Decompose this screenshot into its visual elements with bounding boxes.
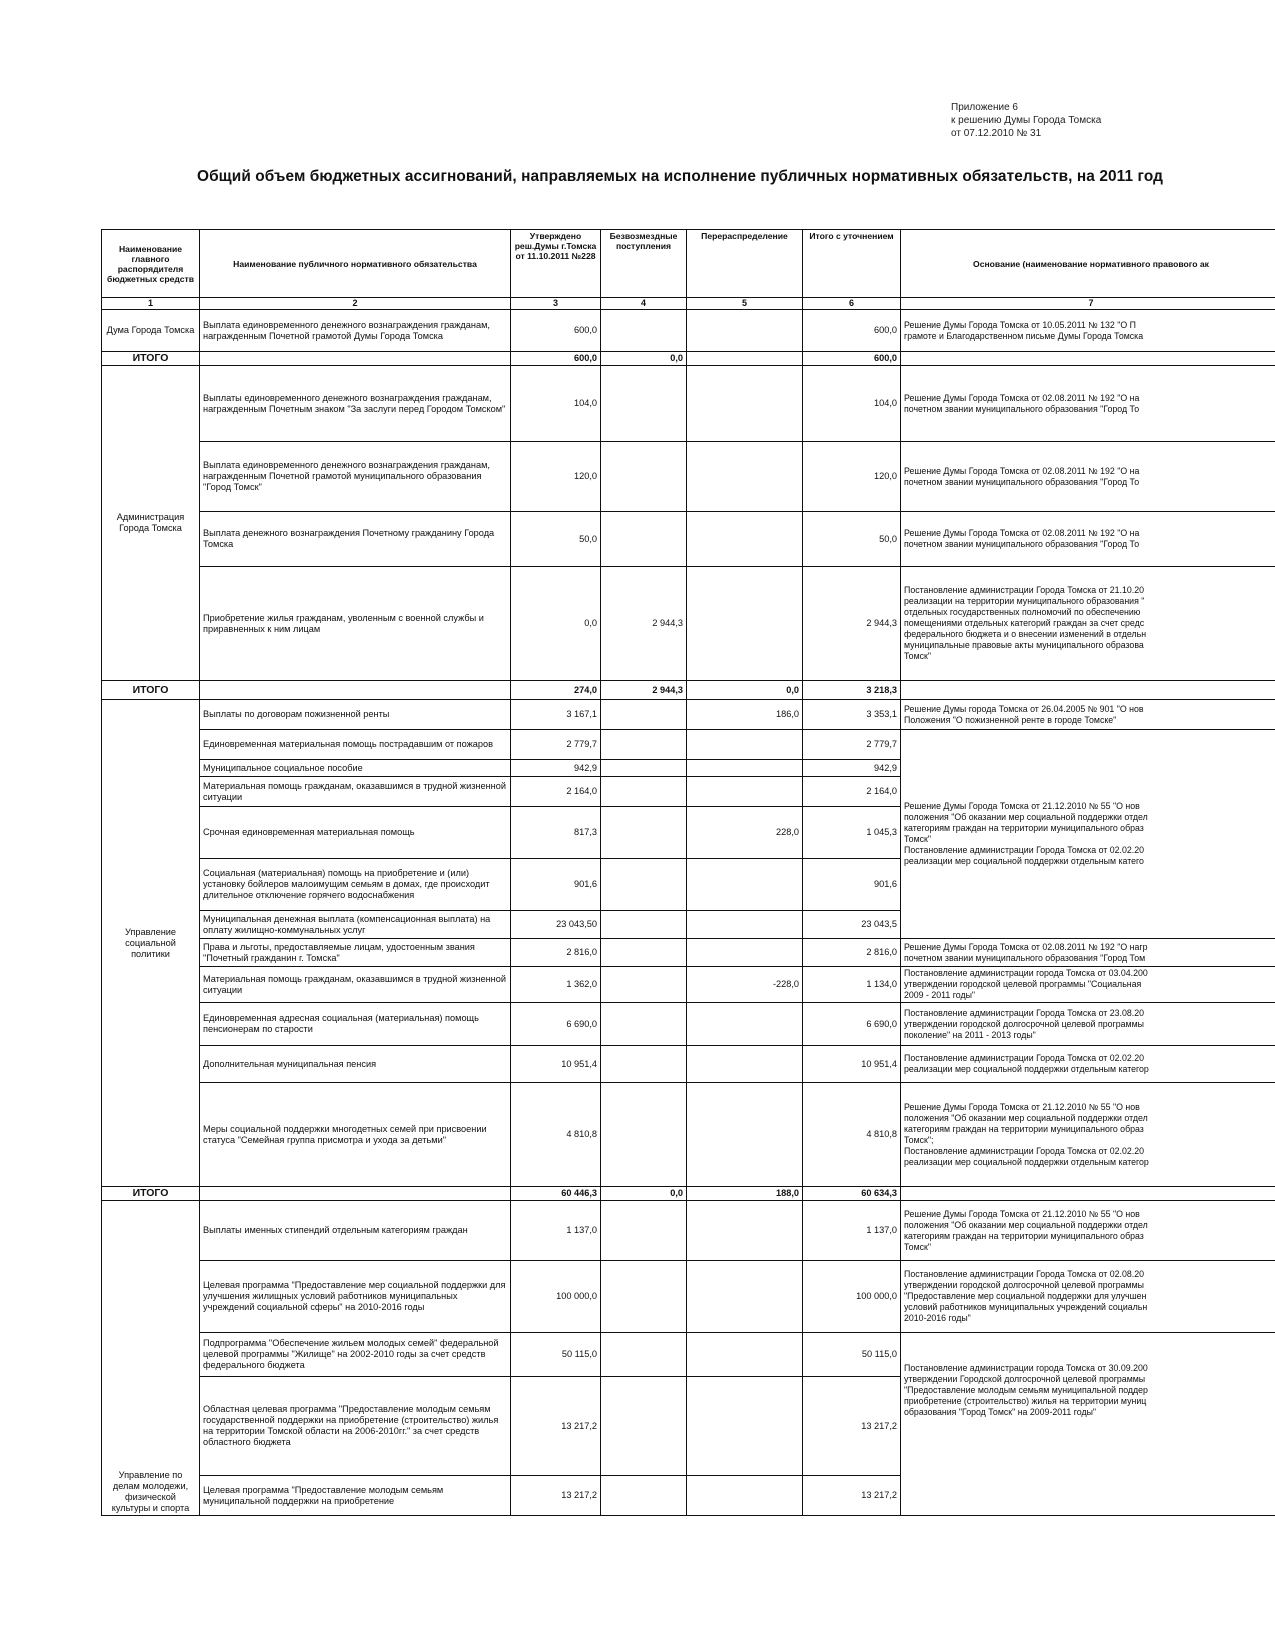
index-cell: 1 [102, 298, 200, 310]
header-cell: Основание (наименование нормативного правового ак [901, 230, 1275, 298]
obligation-name: Приобретение жилья гражданам, уволенным с военной службы и приравненных к ним лицам [200, 567, 511, 681]
approved-value: 120,0 [511, 442, 601, 512]
total-value: 1 134,0 [803, 967, 901, 1003]
approved-value: 10 951,4 [511, 1046, 601, 1083]
total-row [102, 1187, 1275, 1201]
basis-text: Решение Думы Города Томска от 02.08.2011 № 192 "О нагр почетном звании муниципального образования "Город Том [901, 939, 1275, 967]
appendix-note [951, 101, 1101, 140]
total-approved: 600,0 [511, 352, 601, 366]
total-sum: 3 218,3 [803, 681, 901, 700]
total-empty [200, 681, 511, 700]
free-receipts-value [601, 939, 687, 967]
obligation-name: Муниципальное социальное пособие [200, 760, 511, 777]
header-row [102, 230, 1275, 298]
basis-text: Решение Думы Города Томска от 21.12.2010 № 55 "О нов положения "Об оказании мер социальной поддержки отдел категориям граждан на территории муниципального образ Томск"; Постановление администрации Города Томска от 02.02.20 реализации мер социальной поддержки отдельным категор [901, 1083, 1275, 1187]
total-label: ИТОГО [102, 1187, 200, 1201]
table-row [102, 442, 1275, 512]
total-value: 2 779,7 [803, 730, 901, 760]
obligation-name: Целевая программа "Предоставление мер социальной поддержки для улучшения жилищных условий работников муниципальных учреждений социальной сферы" на 2010-2016 годы [200, 1261, 511, 1333]
index-cell: 6 [803, 298, 901, 310]
obligation-name: Выплаты единовременного денежного вознаграждения гражданам, награжденным Почетным знаком "За заслуги перед Городом Томском" [200, 366, 511, 442]
appendix-line: Приложение 6 [951, 102, 1018, 113]
appendix-line: к решению Думы Города Томска [951, 115, 1102, 126]
redistribution-value: 228,0 [687, 807, 803, 859]
total-basis-empty [901, 1187, 1275, 1201]
redistribution-value [687, 730, 803, 760]
approved-value: 2 779,7 [511, 730, 601, 760]
organization-social: Управление социальной политики [102, 700, 200, 1187]
redistribution-value [687, 310, 803, 352]
approved-value: 901,6 [511, 859, 601, 911]
approved-value: 23 043,50 [511, 911, 601, 939]
table-row [102, 730, 1275, 760]
total-sum: 60 634,3 [803, 1187, 901, 1201]
redistribution-value [687, 1083, 803, 1187]
total-label: ИТОГО [102, 352, 200, 366]
free-receipts-value [601, 512, 687, 567]
basis-text: Решение Думы Города Томска от 21.12.2010 № 55 "О нов положения "Об оказании мер социальной поддержки отдел категориям граждан на территории муниципального образ Томск" Постановление администрации Города Томска от 02.02.20 реализации мер социальной поддержки отдельным катего [901, 730, 1275, 939]
redistribution-value [687, 911, 803, 939]
table-row [102, 700, 1275, 730]
free-receipts-value [601, 1377, 687, 1476]
total-value: 2 816,0 [803, 939, 901, 967]
approved-value: 104,0 [511, 366, 601, 442]
free-receipts-value [601, 700, 687, 730]
free-receipts-value [601, 911, 687, 939]
total-value: 104,0 [803, 366, 901, 442]
total-value: 100 000,0 [803, 1261, 901, 1333]
obligation-name: Выплата единовременного денежного вознаграждения гражданам, награжденным Почетной грамотой Думы Города Томска [200, 310, 511, 352]
total-basis-empty [901, 352, 1275, 366]
total-empty [200, 352, 511, 366]
basis-text: Постановление администрации города Томска от 03.04.200 утверждении городской целевой программы "Социальная 2009 - 2011 годы" [901, 967, 1275, 1003]
approved-value: 817,3 [511, 807, 601, 859]
approved-value: 100 000,0 [511, 1261, 601, 1333]
document-title: Общий объем бюджетных ассигнований, направляемых на исполнение публичных нормативных обязательств, на 2011 год [197, 168, 1163, 185]
total-approved: 274,0 [511, 681, 601, 700]
redistribution-value [687, 366, 803, 442]
obligation-name: Выплаты по договорам пожизненной ренты [200, 700, 511, 730]
redistribution-value [687, 777, 803, 807]
total-empty [200, 1187, 511, 1201]
obligation-name: Срочная единовременная материальная помощь [200, 807, 511, 859]
header-cell: Наименование главного распорядителя бюджетных средств [102, 230, 200, 298]
approved-value: 4 810,8 [511, 1083, 601, 1187]
free-receipts-value [601, 310, 687, 352]
table-row [102, 310, 1275, 352]
redistribution-value [687, 1201, 803, 1261]
approved-value: 3 167,1 [511, 700, 601, 730]
basis-text: Постановление администрации Города Томска от 02.08.20 утверждении городской долгосрочной целевой программы "Предоставление мер социальной поддержки для улучшен условий работников муниципальных учреждений социальн 2010-2016 годы" [901, 1261, 1275, 1333]
approved-value: 942,9 [511, 760, 601, 777]
free-receipts-value [601, 1046, 687, 1083]
index-cell: 5 [687, 298, 803, 310]
free-receipts-value [601, 1333, 687, 1377]
obligation-name: Подпрограмма "Обеспечение жильем молодых семей" федеральной целевой программы "Жилище" на 2002-2010 годы за счет средств федерального бюджета [200, 1333, 511, 1377]
redistribution-value [687, 512, 803, 567]
free-receipts-value [601, 760, 687, 777]
index-cell: 2 [200, 298, 511, 310]
approved-value: 13 217,2 [511, 1476, 601, 1516]
basis-text: Решение Думы Города Томска от 10.05.2011 № 132 "О П грамоте и Благодарственном письме Думы Города Томска [901, 310, 1275, 352]
redistribution-value [687, 1261, 803, 1333]
obligation-name: Муниципальная денежная выплата (компенсационная выплата) на оплату жилищно-коммунальных услуг [200, 911, 511, 939]
approved-value: 50,0 [511, 512, 601, 567]
total-basis-empty [901, 681, 1275, 700]
obligation-name: Областная целевая программа "Предоставление молодым семьям государственной поддержки на приобретение (строительство) жилья на территории Томской области на 2006-2010гг." за счет средств областного бюджета [200, 1377, 511, 1476]
approved-value: 13 217,2 [511, 1377, 601, 1476]
column-index-row [102, 298, 1275, 310]
basis-text: Постановление администрации Города Томска от 23.08.20 утверждении городской долгосрочной целевой программы поколение" на 2011 - 2013 годы" [901, 1003, 1275, 1046]
free-receipts-value [601, 1083, 687, 1187]
total-value: 6 690,0 [803, 1003, 901, 1046]
header-cell: Безвозмездные поступления [601, 230, 687, 298]
approved-value: 2 164,0 [511, 777, 601, 807]
total-value: 1 137,0 [803, 1201, 901, 1261]
table-row [102, 1046, 1275, 1083]
table-row [102, 512, 1275, 567]
total-value: 3 353,1 [803, 700, 901, 730]
organization-duma: Дума Города Томска [102, 310, 200, 352]
total-value: 50 115,0 [803, 1333, 901, 1377]
index-cell: 3 [511, 298, 601, 310]
free-receipts-value [601, 366, 687, 442]
obligation-name: Целевая программа "Предоставление молодым семьям муниципальной поддержки на приобретение [200, 1476, 511, 1516]
total-row [102, 681, 1275, 700]
basis-text: Постановление администрации Города Томска от 02.02.20 реализации мер социальной поддержки отдельным категор [901, 1046, 1275, 1083]
free-receipts-value [601, 777, 687, 807]
total-value: 10 951,4 [803, 1046, 901, 1083]
total-value: 942,9 [803, 760, 901, 777]
header-cell: Перераспределение [687, 230, 803, 298]
total-value: 2 944,3 [803, 567, 901, 681]
free-receipts-value [601, 807, 687, 859]
approved-value: 1 362,0 [511, 967, 601, 1003]
table-row [102, 1201, 1275, 1261]
free-receipts-value [601, 967, 687, 1003]
obligation-name: Материальная помощь гражданам, оказавшимся в трудной жизненной ситуации [200, 967, 511, 1003]
total-value: 901,6 [803, 859, 901, 911]
table-row [102, 1083, 1275, 1187]
free-receipts-value [601, 730, 687, 760]
total-value: 120,0 [803, 442, 901, 512]
redistribution-value [687, 1003, 803, 1046]
approved-value: 6 690,0 [511, 1003, 601, 1046]
redistribution-value [687, 1476, 803, 1516]
free-receipts-value [601, 1003, 687, 1046]
total-value: 4 810,8 [803, 1083, 901, 1187]
total-value: 50,0 [803, 512, 901, 567]
free-receipts-value [601, 1261, 687, 1333]
approved-value: 1 137,0 [511, 1201, 601, 1261]
obligation-name: Выплата единовременного денежного вознаграждения гражданам, награжденным Почетной грамотой муниципального образования "Город Томск" [200, 442, 511, 512]
total-free-receipts: 0,0 [601, 1187, 687, 1201]
obligations-table [101, 229, 1275, 1516]
free-receipts-value [601, 1201, 687, 1261]
total-redistribution [687, 352, 803, 366]
redistribution-value [687, 760, 803, 777]
table-row [102, 1261, 1275, 1333]
table-row [102, 967, 1275, 1003]
obligation-name: Единовременная адресная социальная (материальная) помощь пенсионерам по старости [200, 1003, 511, 1046]
basis-text: Решение Думы Города Томска от 02.08.2011 № 192 "О на почетном звании муниципального образования "Город То [901, 366, 1275, 442]
approved-value: 600,0 [511, 310, 601, 352]
total-free-receipts: 0,0 [601, 352, 687, 366]
obligation-name: Меры социальной поддержки многодетных семей при присвоении статуса "Семейная группа присмотра и ухода за детьми" [200, 1083, 511, 1187]
obligation-name: Выплаты именных стипендий отдельным категориям граждан [200, 1201, 511, 1261]
free-receipts-value [601, 859, 687, 911]
total-redistribution: 188,0 [687, 1187, 803, 1201]
basis-text: Решение Думы Города Томска от 02.08.2011 № 192 "О на почетном звании муниципального образования "Город То [901, 512, 1275, 567]
free-receipts-value [601, 1476, 687, 1516]
total-value: 2 164,0 [803, 777, 901, 807]
appendix-line: от 07.12.2010 № 31 [951, 128, 1042, 139]
redistribution-value [687, 442, 803, 512]
total-value: 23 043,5 [803, 911, 901, 939]
total-value: 1 045,3 [803, 807, 901, 859]
approved-value: 2 816,0 [511, 939, 601, 967]
redistribution-value [687, 939, 803, 967]
index-cell: 7 [901, 298, 1275, 310]
free-receipts-value [601, 442, 687, 512]
total-free-receipts: 2 944,3 [601, 681, 687, 700]
total-value: 13 217,2 [803, 1377, 901, 1476]
table-row [102, 366, 1275, 442]
redistribution-value [687, 567, 803, 681]
basis-text: Постановление администрации города Томска от 30.09.200 утверждении Городской долгосрочной целевой программы "Предоставление молодым семьям муниципальной поддер приобретение (строительство) жилья на территории муниц образования "Город Томск" на 2009-2011 годы" [901, 1333, 1275, 1516]
redistribution-value [687, 1046, 803, 1083]
obligation-name: Права и льготы, предоставляемые лицам, удостоенным звания "Почетный гражданин г. Томска" [200, 939, 511, 967]
total-sum: 600,0 [803, 352, 901, 366]
table-body [102, 310, 1275, 1516]
total-approved: 60 446,3 [511, 1187, 601, 1201]
total-value: 13 217,2 [803, 1476, 901, 1516]
obligation-name: Единовременная материальная помощь пострадавшим от пожаров [200, 730, 511, 760]
approved-value: 50 115,0 [511, 1333, 601, 1377]
redistribution-value: 186,0 [687, 700, 803, 730]
basis-text: Решение Думы Города Томска от 02.08.2011 № 192 "О на почетном звании муниципального образования "Город То [901, 442, 1275, 512]
total-redistribution: 0,0 [687, 681, 803, 700]
table-row [102, 1003, 1275, 1046]
table-row [102, 567, 1275, 681]
header-cell: Наименование публичного нормативного обязательства [200, 230, 511, 298]
redistribution-value [687, 859, 803, 911]
obligation-name: Дополнительная муниципальная пенсия [200, 1046, 511, 1083]
obligation-name: Выплата денежного вознаграждения Почетному гражданину Города Томска [200, 512, 511, 567]
redistribution-value: -228,0 [687, 967, 803, 1003]
table-row [102, 1333, 1275, 1377]
organization-youth: Управление по делам молодежи, физической культуры и спорта [102, 1201, 200, 1516]
redistribution-value [687, 1333, 803, 1377]
approved-value: 0,0 [511, 567, 601, 681]
basis-text: Решение Думы города Томска от 26.04.2005 № 901 "О нов Положения "О пожизненной ренте в городе Томске" [901, 700, 1275, 730]
total-label: ИТОГО [102, 681, 200, 700]
total-value: 600,0 [803, 310, 901, 352]
obligation-name: Социальная (материальная) помощь на приобретение и (или) установку бойлеров малоимущим семьям в домах, где происходит длительное отключение горячего водоснабжения [200, 859, 511, 911]
header-cell: Утверждено реш.Думы г.Томска от 11.10.2011 №228 [511, 230, 601, 298]
obligation-name: Материальная помощь гражданам, оказавшимся в трудной жизненной ситуации [200, 777, 511, 807]
index-cell: 4 [601, 298, 687, 310]
basis-text: Решение Думы Города Томска от 21.12.2010 № 55 "О нов положения "Об оказании мер социальной поддержки отдел категориям граждан на территории муниципального образ Томск" [901, 1201, 1275, 1261]
redistribution-value [687, 1377, 803, 1476]
free-receipts-value: 2 944,3 [601, 567, 687, 681]
total-row [102, 352, 1275, 366]
basis-text: Постановление администрации Города Томска от 21.10.20 реализации на территории муниципального образования " отдельных государственных полномочий по обеспечению помещениями отдельных категорий граждан за счет средс федерального бюджета и о внесении изменений в отдельн муниципальные правовые акты муниципального образова Томск" [901, 567, 1275, 681]
table-row [102, 939, 1275, 967]
organization-admin: Администрация Города Томска [102, 366, 200, 681]
header-cell: Итого с уточнением [803, 230, 901, 298]
